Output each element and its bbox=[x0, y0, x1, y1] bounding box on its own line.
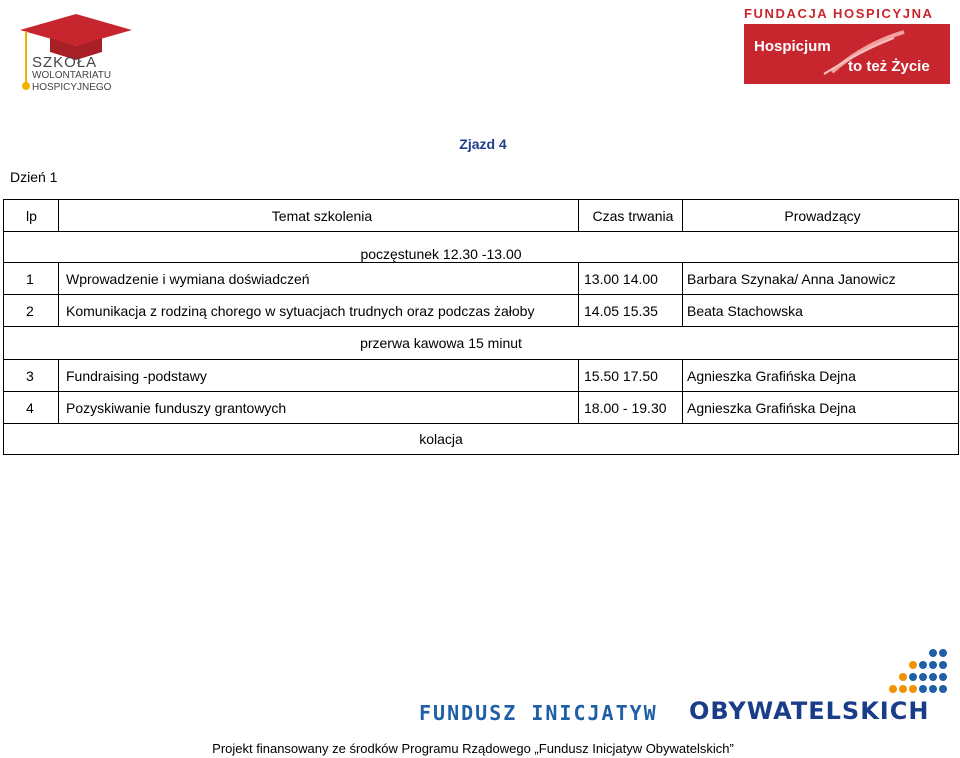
header-lp: lp bbox=[4, 200, 59, 232]
row-time: 18.00 - 19.30 bbox=[579, 392, 683, 424]
row-time: 14.05 15.35 bbox=[579, 295, 683, 327]
break-row bbox=[4, 327, 959, 360]
catering-text: poczęstunek 12.30 -13.00 bbox=[360, 246, 522, 262]
dinner-row bbox=[4, 424, 959, 455]
row-time: 13.00 14.00 bbox=[579, 263, 683, 295]
day-label: Dzień 1 bbox=[10, 169, 58, 185]
table-row bbox=[4, 263, 959, 295]
row-lp: 4 bbox=[4, 392, 59, 424]
catering-row bbox=[4, 232, 959, 263]
row-leader: Barbara Szynaka/ Anna Janowicz bbox=[683, 263, 959, 295]
row-leader: Agnieszka Grafińska Dejna bbox=[683, 360, 959, 392]
row-leader: Beata Stachowska bbox=[683, 295, 959, 327]
dots-icon bbox=[415, 645, 955, 697]
break-text: przerwa kawowa 15 minut bbox=[360, 335, 522, 351]
logo-obywatelskich-text: OBYWATELSKICH bbox=[689, 697, 930, 725]
row-lp: 3 bbox=[4, 360, 59, 392]
dinner-text: kolacja bbox=[419, 431, 463, 447]
logo-red-box bbox=[744, 24, 950, 84]
logo-line-1: SZKOŁA bbox=[32, 54, 98, 71]
table-row bbox=[4, 295, 959, 327]
row-lp: 2 bbox=[4, 295, 59, 327]
row-topic: Pozyskiwanie funduszy grantowych bbox=[59, 392, 579, 424]
logo-line-3: HOSPICYJNEGO bbox=[32, 82, 112, 93]
fundacja-hospicyjna-logo bbox=[742, 6, 952, 86]
table-row bbox=[4, 360, 959, 392]
fundusz-inicjatyw-logo bbox=[415, 645, 955, 725]
row-time: 15.50 17.50 bbox=[579, 360, 683, 392]
szkola-wolontariatu-logo bbox=[12, 12, 142, 102]
row-topic: Fundraising -podstawy bbox=[59, 360, 579, 392]
page-title: Zjazd 4 bbox=[459, 136, 507, 152]
row-topic: Wprowadzenie i wymiana doświadczeń bbox=[59, 263, 579, 295]
table-header-row bbox=[4, 200, 959, 232]
schedule-table bbox=[3, 199, 959, 455]
org-name: FUNDACJA HOSPICYJNA bbox=[744, 6, 934, 21]
footer-text: Projekt finansowany ze środków Programu Rządowego „Fundusz Inicjatyw Obywatelskich” bbox=[212, 741, 734, 756]
row-topic: Komunikacja z rodziną chorego w sytuacjach trudnych oraz podczas żałoby bbox=[59, 295, 579, 327]
logo-text-1: Hospicjum bbox=[754, 38, 831, 55]
logo-fundusz-text: FUNDUSZ INICJATYW bbox=[419, 701, 658, 725]
header-leader: Prowadzący bbox=[683, 200, 959, 232]
row-lp: 1 bbox=[4, 263, 59, 295]
row-leader: Agnieszka Grafińska Dejna bbox=[683, 392, 959, 424]
logo-text-2: to też Życie bbox=[848, 58, 930, 75]
logo-line-2: WOLONTARIATU bbox=[32, 70, 112, 81]
header-topic: Temat szkolenia bbox=[59, 200, 579, 232]
header-time: Czas trwania bbox=[579, 200, 683, 232]
table-row bbox=[4, 392, 959, 424]
